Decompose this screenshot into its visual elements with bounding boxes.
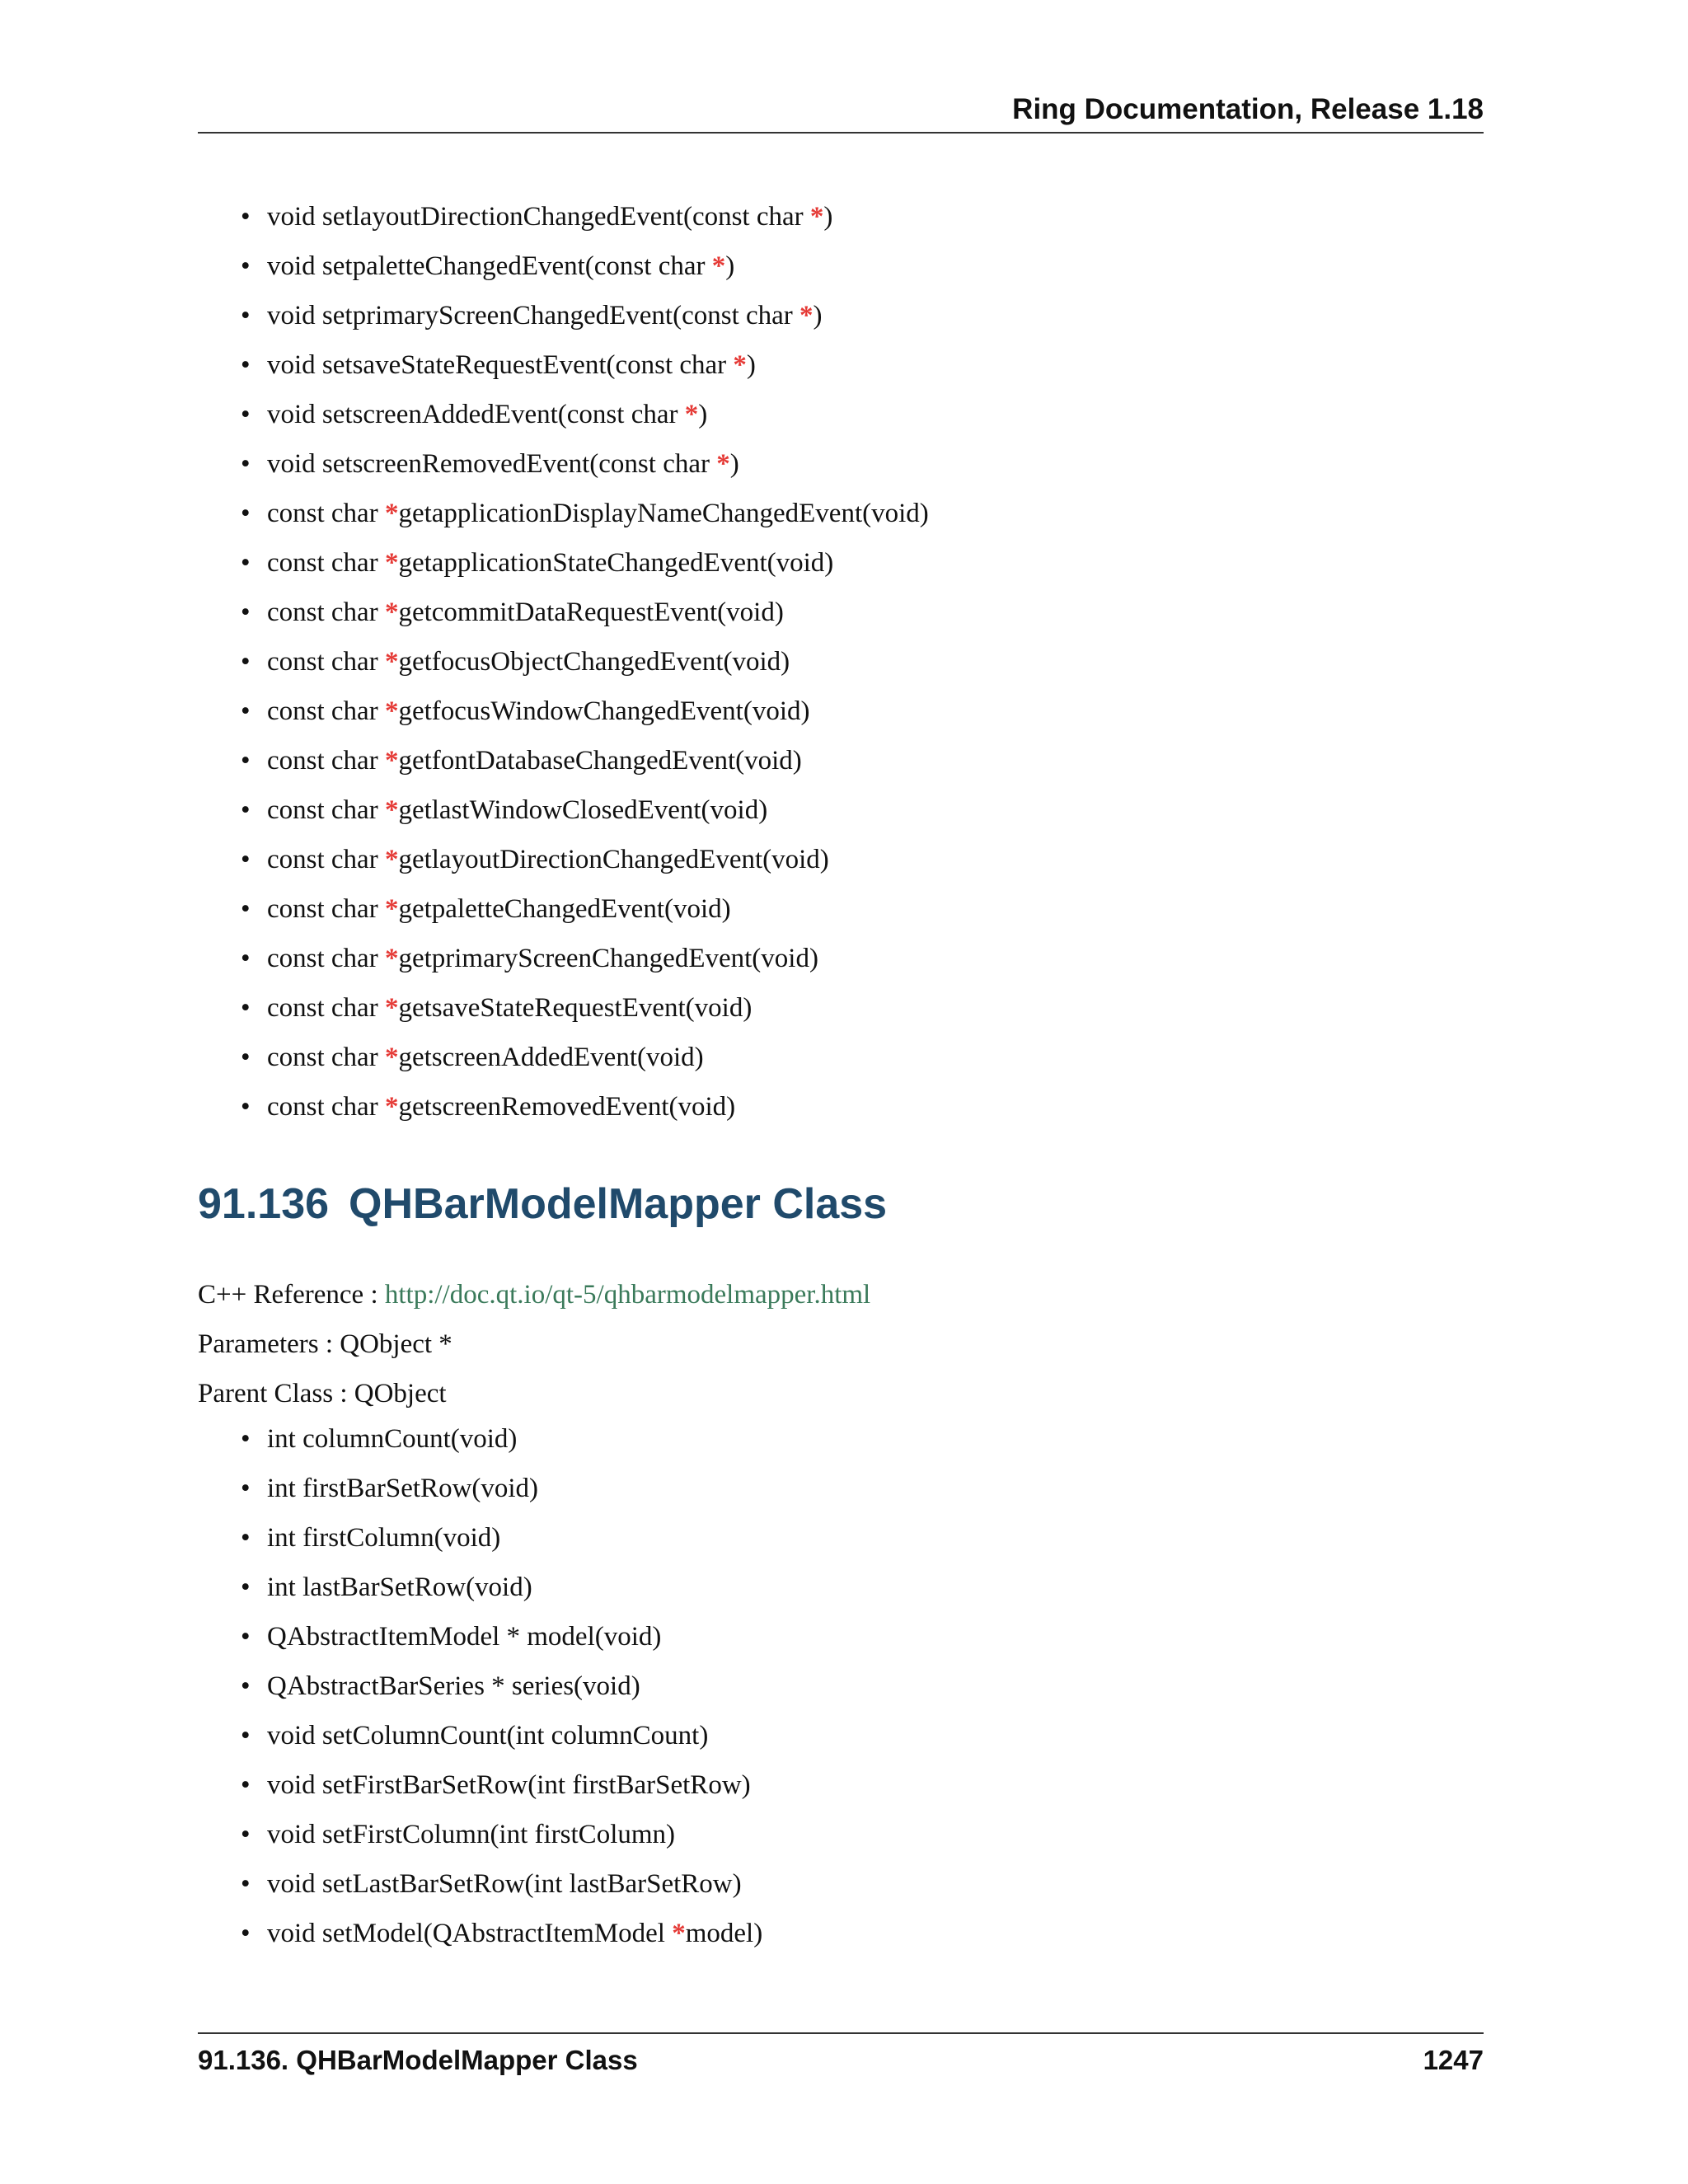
method-item (241, 1082, 929, 1132)
method-text: const char (267, 944, 385, 973)
method-item (241, 588, 929, 637)
method-item (241, 785, 929, 835)
method-text: const char (267, 1043, 385, 1072)
method-item (241, 538, 929, 588)
pointer-asterisk: * (684, 400, 699, 429)
method-text: const char (267, 1092, 385, 1122)
method-text-rest: getpaletteChangedEvent(void) (398, 894, 731, 924)
parent-class-line: Parent Class : QObject (198, 1379, 447, 1408)
method-text-rest: model) (685, 1919, 763, 1948)
method-item (241, 736, 929, 785)
method-text: void setColumnCount(int columnCount) (267, 1721, 709, 1750)
method-text: void setprimaryScreenChangedEvent(const char (267, 301, 800, 330)
method-item (241, 835, 929, 884)
method-text-rest: getlastWindowClosedEvent(void) (398, 795, 768, 825)
method-item (241, 1810, 762, 1859)
method-text: int columnCount(void) (267, 1424, 518, 1454)
method-text: const char (267, 548, 385, 578)
method-text: const char (267, 499, 385, 528)
method-item (241, 1563, 762, 1612)
pointer-asterisk: * (384, 845, 399, 874)
method-text-rest: getapplicationDisplayNameChangedEvent(void) (398, 499, 929, 528)
method-item (241, 1464, 762, 1513)
method-text: void setModel(QAbstractItemModel (267, 1919, 673, 1948)
method-text: const char (267, 845, 385, 874)
section-number: 91.136 (198, 1180, 330, 1228)
method-item (241, 1661, 762, 1711)
method-item (241, 1513, 762, 1563)
page-number: 1247 (1423, 2045, 1484, 2075)
method-item (241, 340, 929, 390)
pointer-asterisk: * (384, 746, 399, 776)
method-text-rest: getscreenRemovedEvent(void) (398, 1092, 736, 1122)
method-text: const char (267, 993, 385, 1023)
method-text: const char (267, 894, 385, 924)
method-text: int lastBarSetRow(void) (267, 1572, 532, 1602)
method-text-rest: getapplicationStateChangedEvent(void) (398, 548, 834, 578)
pointer-asterisk: * (799, 301, 814, 330)
method-item (241, 439, 929, 489)
pointer-asterisk: * (384, 1043, 399, 1072)
method-item (241, 1414, 762, 1464)
method-text-rest: getcommitDataRequestEvent(void) (398, 598, 784, 627)
method-text-rest: getsaveStateRequestEvent(void) (398, 993, 753, 1023)
method-text: void setsaveStateRequestEvent(const char (267, 350, 734, 380)
pointer-asterisk: * (384, 647, 399, 677)
method-text-rest: ) (823, 202, 833, 232)
method-item (241, 489, 929, 538)
pointer-asterisk: * (384, 499, 399, 528)
document-title: Ring Documentation, Release 1.18 (1012, 93, 1484, 125)
method-item (241, 241, 929, 291)
method-text: void setscreenRemovedEvent(const char (267, 449, 717, 479)
method-text-rest: ) (729, 449, 739, 479)
method-item (241, 934, 929, 983)
cpp-reference-label: C++ Reference : (198, 1280, 385, 1310)
pointer-asterisk: * (384, 598, 399, 627)
method-item (241, 1711, 762, 1760)
page-footer (198, 2032, 1484, 2083)
method-item (241, 192, 929, 241)
pointer-asterisk: * (809, 202, 824, 232)
method-text: const char (267, 647, 385, 677)
method-item (241, 884, 929, 934)
method-item (241, 1859, 762, 1909)
method-text: void setlayoutDirectionChangedEvent(const char (267, 202, 810, 232)
pointer-asterisk: * (716, 449, 730, 479)
method-text-rest: getfontDatabaseChangedEvent(void) (398, 746, 802, 776)
method-text-rest: getscreenAddedEvent(void) (398, 1043, 704, 1072)
pointer-asterisk: * (384, 548, 399, 578)
method-text: int firstColumn(void) (267, 1523, 501, 1553)
page-header (198, 91, 1484, 134)
method-text: void setpaletteChangedEvent(const char (267, 251, 712, 281)
method-text-rest: ) (746, 350, 756, 380)
method-text: QAbstractItemModel * model(void) (267, 1622, 662, 1652)
method-list-application-events (241, 192, 929, 1132)
cpp-reference (198, 1270, 870, 1319)
method-item (241, 1612, 762, 1661)
pointer-asterisk: * (711, 251, 726, 281)
parameters-line: Parameters : QObject * (198, 1329, 452, 1359)
pointer-asterisk: * (384, 894, 399, 924)
method-text: const char (267, 598, 385, 627)
method-text: void setLastBarSetRow(int lastBarSetRow) (267, 1869, 742, 1899)
method-text: const char (267, 696, 385, 726)
method-text: int firstBarSetRow(void) (267, 1474, 539, 1503)
method-item (241, 291, 929, 340)
pointer-asterisk: * (384, 944, 399, 973)
cpp-reference-link[interactable]: http://doc.qt.io/qt-5/qhbarmodelmapper.html (384, 1280, 871, 1310)
method-text-rest: ) (725, 251, 735, 281)
pointer-asterisk: * (733, 350, 747, 380)
pointer-asterisk: * (384, 696, 399, 726)
pointer-asterisk: * (384, 993, 399, 1023)
section-heading (198, 1174, 887, 1234)
method-text: QAbstractBarSeries * series(void) (267, 1671, 640, 1701)
pointer-asterisk: * (384, 1092, 399, 1122)
method-item (241, 687, 929, 736)
method-text-rest: ) (698, 400, 708, 429)
method-text: void setFirstBarSetRow(int firstBarSetRow) (267, 1770, 751, 1800)
method-text-rest: getprimaryScreenChangedEvent(void) (398, 944, 818, 973)
section-title-text: QHBarModelMapper Class (349, 1180, 888, 1228)
method-text: const char (267, 746, 385, 776)
method-text-rest: ) (813, 301, 823, 330)
method-text: void setFirstColumn(int firstColumn) (267, 1820, 676, 1849)
method-item (241, 1909, 762, 1958)
method-item (241, 637, 929, 687)
pointer-asterisk: * (672, 1919, 686, 1948)
method-text-rest: getlayoutDirectionChangedEvent(void) (398, 845, 829, 874)
method-text: void setscreenAddedEvent(const char (267, 400, 685, 429)
method-text-rest: getfocusObjectChangedEvent(void) (398, 647, 790, 677)
method-item (241, 1033, 929, 1082)
method-text: const char (267, 795, 385, 825)
method-item (241, 390, 929, 439)
pointer-asterisk: * (384, 795, 399, 825)
footer-section: 91.136. QHBarModelMapper Class (198, 2045, 638, 2075)
method-text-rest: getfocusWindowChangedEvent(void) (398, 696, 810, 726)
method-item (241, 1760, 762, 1810)
method-list-qhbarmodelmapper (241, 1414, 762, 1958)
method-item (241, 983, 929, 1033)
